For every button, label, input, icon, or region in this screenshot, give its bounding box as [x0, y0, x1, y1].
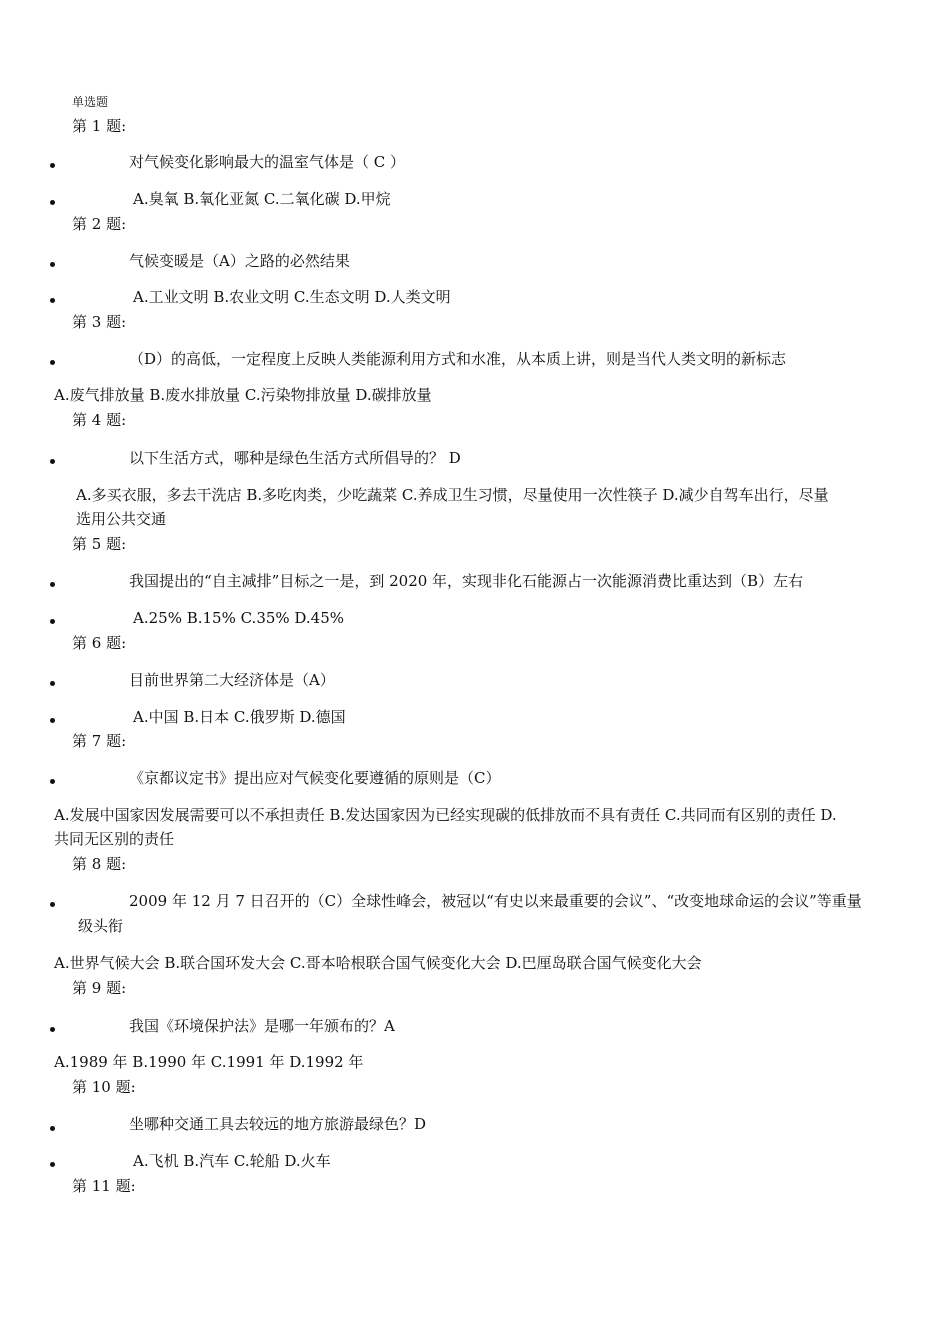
question-text: （D）的高低，一定程度上反映人类能源利用方式和水准，从本质上讲，则是当代人类文明的新标志 [129, 350, 787, 368]
bullet-icon [50, 459, 55, 464]
bullet-icon [50, 1162, 55, 1167]
question-text: 目前世界第二大经济体是（A） [129, 671, 335, 689]
bullet-icon [50, 262, 55, 267]
question-label: 第 7 题: [72, 732, 127, 750]
question-options: A.工业文明 B.农业文明 C.生态文明 D.人类文明 [133, 288, 451, 306]
question-options: A.发展中国家因发展需要可以不承担责任 B.发达国家因为已经实现碳的低排放而不具有责任 C.共同而有区别的责任 D. [54, 806, 837, 824]
bullet-icon [50, 902, 55, 907]
bullet-icon [50, 582, 55, 587]
question-label: 第 5 题: [72, 535, 127, 553]
bullet-icon [50, 1126, 55, 1131]
question-label: 第 4 题: [72, 411, 127, 429]
question-options: A.1989 年 B.1990 年 C.1991 年 D.1992 年 [54, 1053, 364, 1071]
question-options: A.中国 B.日本 C.俄罗斯 D.德国 [133, 708, 346, 726]
bullet-icon [50, 718, 55, 723]
question-options-continued: 选用公共交通 [76, 510, 167, 528]
question-text: 我国《环境保护法》是哪一年颁布的？A [129, 1017, 395, 1035]
section-title: 单选题 [72, 95, 109, 109]
question-options: A.废气排放量 B.废水排放量 C.污染物排放量 D.碳排放量 [54, 386, 432, 404]
question-label: 第 1 题: [72, 117, 127, 135]
bullet-icon [50, 619, 55, 624]
question-label: 第 3 题: [72, 313, 127, 331]
question-options: A.多买衣服，多去干洗店 B.多吃肉类，少吃蔬菜 C.养成卫生习惯，尽量使用一次性筷子 D.减少自驾车出行，尽量 [76, 486, 829, 504]
question-label: 第 11 题: [72, 1177, 136, 1195]
question-text-continued: 级头衔 [78, 917, 124, 935]
bullet-icon [50, 298, 55, 303]
question-label: 第 2 题: [72, 215, 127, 233]
question-text: 气候变暖是（A）之路的必然结果 [129, 252, 350, 270]
question-options-continued: 共同无区别的责任 [54, 830, 175, 848]
bullet-icon [50, 1027, 55, 1032]
question-options: A.世界气候大会 B.联合国环发大会 C.哥本哈根联合国气候变化大会 D.巴厘岛联合国气候变化大会 [54, 954, 702, 972]
question-options: A.飞机 B.汽车 C.轮船 D.火车 [133, 1152, 331, 1170]
question-options: A.25% B.15% C.35% D.45% [133, 609, 345, 627]
question-label: 第 8 题: [72, 855, 127, 873]
question-label: 第 10 题: [72, 1078, 136, 1096]
bullet-icon [50, 360, 55, 365]
bullet-icon [50, 200, 55, 205]
bullet-icon [50, 779, 55, 784]
question-text: 对气候变化影响最大的温室气体是（ C ） [129, 153, 406, 171]
question-text: 以下生活方式，哪种是绿色生活方式所倡导的？ D [129, 449, 461, 467]
bullet-icon [50, 681, 55, 686]
question-text: 坐哪种交通工具去较远的地方旅游最绿色？D [129, 1115, 427, 1133]
question-text: 我国提出的“自主减排”目标之一是，到 2020 年，实现非化石能源占一次能源消费比重达到（B）左右 [129, 572, 804, 590]
question-options: A.臭氧 B.氧化亚氮 C.二氧化碳 D.甲烷 [133, 190, 391, 208]
question-label: 第 6 题: [72, 634, 127, 652]
bullet-icon [50, 163, 55, 168]
question-label: 第 9 题: [72, 979, 127, 997]
question-text: 2009 年 12 月 7 日召开的（C）全球性峰会，被冠以“有史以来最重要的会议”、“改变地球命运的会议”等重量 [129, 892, 862, 910]
question-text: 《京都议定书》提出应对气候变化要遵循的原则是（C） [129, 769, 501, 787]
